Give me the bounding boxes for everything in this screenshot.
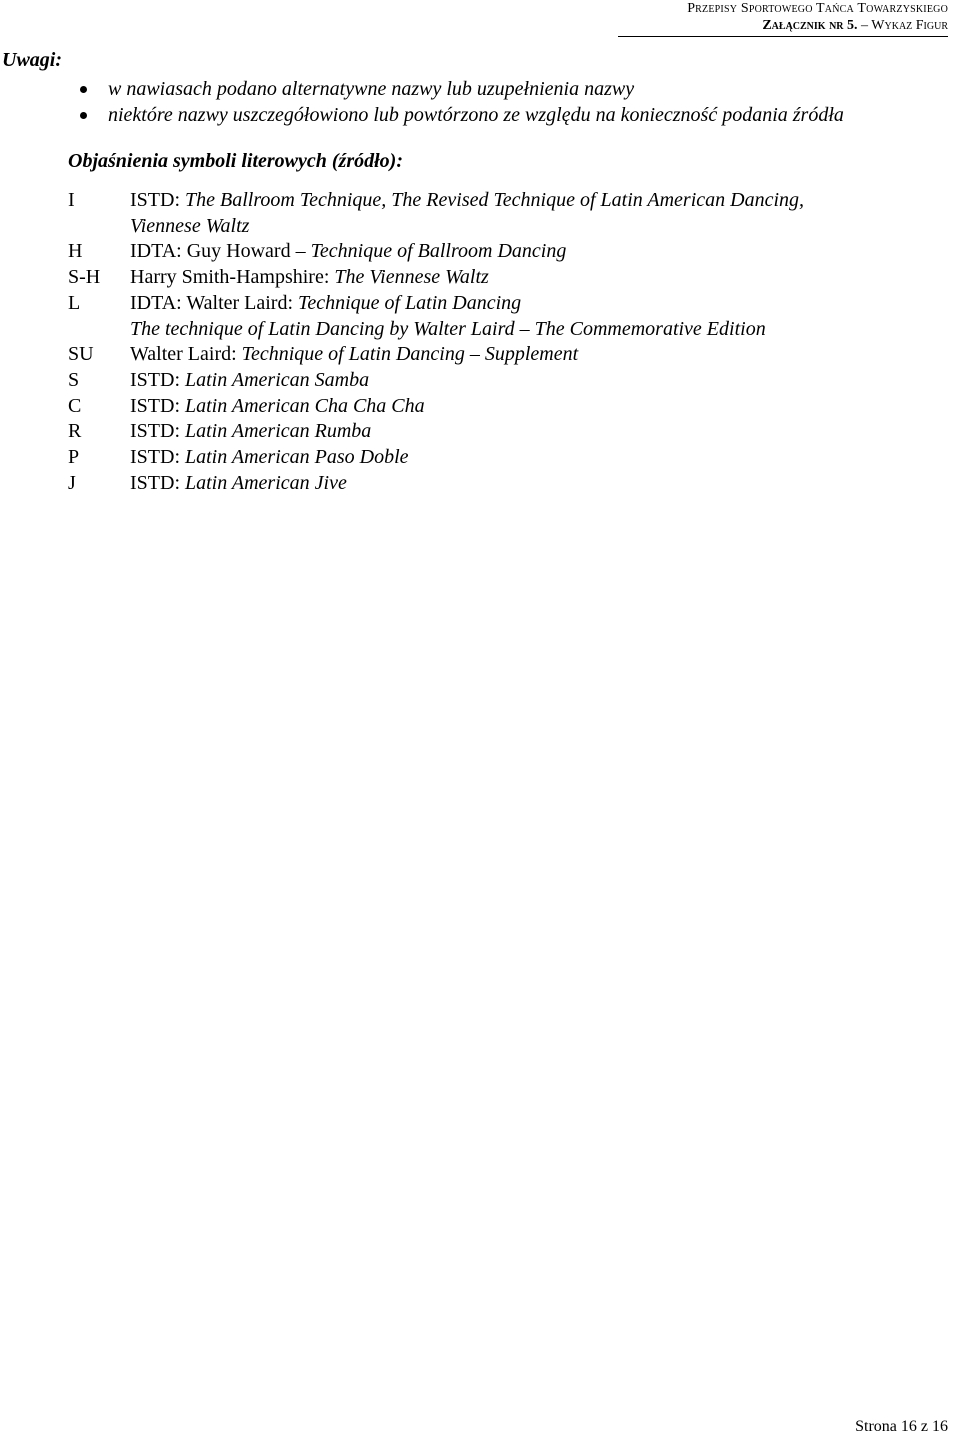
legend-description: Harry Smith-Hampshire: The Viennese Waltz (130, 266, 489, 289)
list-item: niektóre nazwy uszczegółowiono lub powtórzono ze względu na konieczność podania źródła (80, 102, 844, 128)
legend-row (68, 265, 948, 291)
legend-description: ISTD: Latin American Jive (130, 471, 347, 494)
legend-symbol: R (68, 420, 82, 443)
legend-symbol (68, 317, 130, 343)
page-number: Strona 16 z 16 (855, 1418, 948, 1435)
legend-description: Walter Laird: Technique of Latin Dancing – Supplement (130, 343, 579, 366)
document-title: Przepisy Sportowego Tańca Towarzyskiego (687, 1, 948, 16)
legend-symbol: SU (68, 343, 94, 366)
legend-symbol: L (68, 291, 81, 314)
legend-row (68, 239, 948, 265)
legend-description: ISTD: Latin American Cha Cha Cha (130, 394, 425, 417)
document-subtitle (618, 17, 948, 34)
legend-description: IDTA: Guy Howard – Technique of Ballroom Dancing (130, 240, 567, 263)
legend-row (68, 291, 948, 317)
legend-symbol: C (68, 394, 82, 417)
annex-number: Załącznik nr 5. (762, 18, 858, 33)
legend-symbol: I (68, 189, 75, 211)
legend-row (68, 214, 948, 240)
legend-description: ISTD: Latin American Rumba (130, 420, 372, 443)
annex-dash: – (857, 18, 872, 33)
legend-symbol: S (68, 368, 80, 391)
page-header (618, 0, 948, 37)
legend-row (68, 419, 948, 445)
legend-description: ISTD: Latin American Samba (130, 368, 370, 391)
legend-description: Viennese Waltz (130, 214, 250, 237)
legend-symbol: P (68, 446, 80, 469)
legend-symbol: S-H (68, 266, 101, 289)
legend-row (68, 188, 948, 214)
legend-row (68, 317, 948, 343)
legend-description: IDTA: Walter Laird: Technique of Latin Dancing (130, 291, 522, 314)
legend-symbol: J (68, 471, 76, 494)
annex-title: Wykaz Figur (871, 18, 948, 33)
legend-table (68, 188, 948, 496)
legend-description: ISTD: The Ballroom Technique, The Revised Technique of Latin American Dancing, (130, 189, 805, 211)
legend-description: ISTD: Latin American Paso Doble (130, 446, 409, 469)
legend-row (68, 368, 948, 394)
legend-symbol: H (68, 240, 83, 263)
legend-symbol (68, 214, 130, 240)
notes-label: Uwagi: (2, 49, 62, 71)
legend-row (68, 471, 948, 497)
legend-row (68, 342, 948, 368)
legend-row (68, 394, 948, 420)
legend-title: Objaśnienia symboli literowych (źródło): (68, 150, 403, 172)
notes-list (80, 76, 844, 128)
legend-description: The technique of Latin Dancing by Walter Laird – The Commemorative Edition (130, 317, 766, 340)
list-item: w nawiasach podano alternatywne nazwy lub uzupełnienia nazwy (80, 76, 844, 102)
legend-row (68, 445, 948, 471)
